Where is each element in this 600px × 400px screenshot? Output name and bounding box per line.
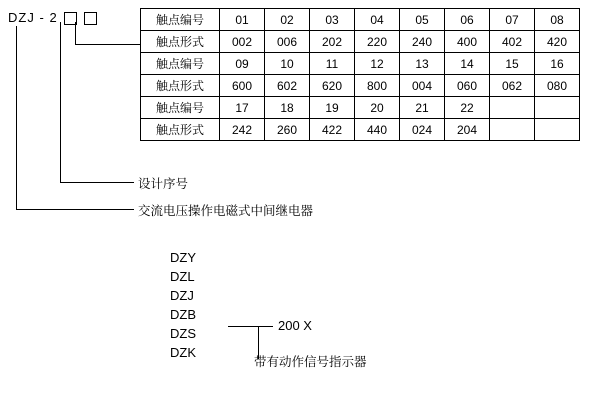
- table-cell: 440: [355, 119, 400, 141]
- table-cell: 260: [265, 119, 310, 141]
- table-cell: 03: [310, 9, 355, 31]
- table-cell: 800: [355, 75, 400, 97]
- table-cell: 06: [445, 9, 490, 31]
- table-cell: 202: [310, 31, 355, 53]
- table-cell: 402: [490, 31, 535, 53]
- table-cell: 620: [310, 75, 355, 97]
- legend-dzb-value: 200 X: [278, 318, 312, 333]
- table-cell: 01: [220, 9, 265, 31]
- leader-line-design-serial-horizontal: [60, 182, 134, 183]
- row-header: 触点编号: [141, 97, 220, 119]
- list-item: [170, 286, 216, 305]
- table-row: [141, 53, 580, 75]
- table-cell: [490, 97, 535, 119]
- model-legend-list: [170, 248, 216, 362]
- list-item: [170, 343, 216, 362]
- table-cell: 024: [400, 119, 445, 141]
- leader-line-contact-code-horizontal: [75, 44, 141, 45]
- table-cell: 080: [535, 75, 580, 97]
- table-cell: 08: [535, 9, 580, 31]
- table-row: [141, 31, 580, 53]
- table-cell: 18: [265, 97, 310, 119]
- row-header: 触点编号: [141, 53, 220, 75]
- table-row: [141, 75, 580, 97]
- leader-label-product-name: 交流电压操作电磁式中间继电器: [138, 204, 314, 218]
- table-cell: 002: [220, 31, 265, 53]
- table-cell: 21: [400, 97, 445, 119]
- table-cell: 602: [265, 75, 310, 97]
- table-cell: 12: [355, 53, 400, 75]
- table-cell: 600: [220, 75, 265, 97]
- part-code-series: 2: [49, 10, 58, 25]
- part-code: [8, 10, 97, 25]
- table-cell: 15: [490, 53, 535, 75]
- table-cell: 19: [310, 97, 355, 119]
- table-cell: 14: [445, 53, 490, 75]
- table-cell: 13: [400, 53, 445, 75]
- table-cell: 240: [400, 31, 445, 53]
- table-cell: 17: [220, 97, 265, 119]
- leader-line-product-name-vertical: [16, 26, 17, 209]
- table-cell: 220: [355, 31, 400, 53]
- list-item: [170, 305, 216, 324]
- table-cell: 204: [445, 119, 490, 141]
- table-row: [141, 9, 580, 31]
- list-item: [170, 267, 216, 286]
- list-item: [170, 248, 216, 267]
- table-cell: 060: [445, 75, 490, 97]
- table-cell: 16: [535, 53, 580, 75]
- table-cell: 004: [400, 75, 445, 97]
- table-row: [141, 119, 580, 141]
- table-cell: [490, 119, 535, 141]
- table-cell: 05: [400, 9, 445, 31]
- leader-line-design-serial-vertical: [60, 22, 61, 182]
- legend-code: DZY: [170, 250, 196, 265]
- table-cell: 062: [490, 75, 535, 97]
- table-cell: 10: [265, 53, 310, 75]
- part-code-dash: -: [39, 10, 45, 25]
- table-cell: 420: [535, 31, 580, 53]
- legend-code: DZS: [170, 326, 196, 341]
- row-header: 触点形式: [141, 119, 220, 141]
- table-cell: 006: [265, 31, 310, 53]
- row-header: 触点编号: [141, 9, 220, 31]
- table-cell: 20: [355, 97, 400, 119]
- part-code-prefix: DZJ: [8, 10, 35, 25]
- table-cell: 400: [445, 31, 490, 53]
- table-cell: 22: [445, 97, 490, 119]
- table-cell: [535, 119, 580, 141]
- row-header: 触点形式: [141, 31, 220, 53]
- legend-code: DZL: [170, 269, 195, 284]
- contact-spec-table: [140, 8, 580, 141]
- table-cell: 02: [265, 9, 310, 31]
- legend-code: DZJ: [170, 288, 194, 303]
- list-item: [170, 324, 216, 343]
- part-code-box-2: [84, 12, 97, 25]
- indicator-label: 带有动作信号指示器: [254, 355, 367, 369]
- row-header: 触点形式: [141, 75, 220, 97]
- leader-label-design-serial: 设计序号: [138, 177, 189, 191]
- table-cell: [535, 97, 580, 119]
- legend-code: DZB: [170, 307, 196, 322]
- leader-line-product-name-horizontal: [16, 209, 134, 210]
- table-cell: 242: [220, 119, 265, 141]
- table-cell: 04: [355, 9, 400, 31]
- table-cell: 07: [490, 9, 535, 31]
- leader-line-contact-code-vertical: [75, 22, 76, 44]
- table-row: [141, 97, 580, 119]
- table-cell: 11: [310, 53, 355, 75]
- table-cell: 422: [310, 119, 355, 141]
- legend-code: DZK: [170, 345, 196, 360]
- table-cell: 09: [220, 53, 265, 75]
- legend-connector-line: [228, 326, 273, 327]
